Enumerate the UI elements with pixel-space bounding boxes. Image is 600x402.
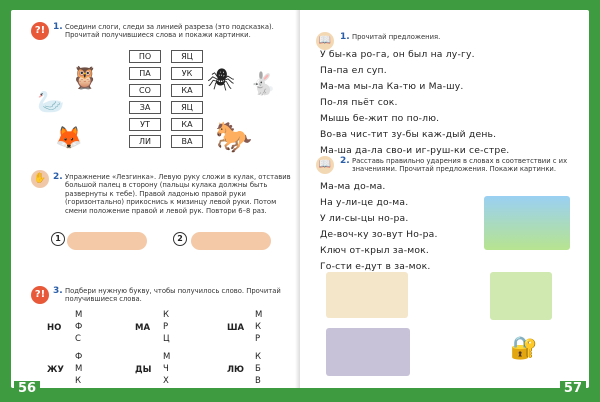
- owl-icon: 🦉: [71, 66, 99, 91]
- reading-line: Ма-ма мы-ла Ка-тю и Ма-шу.: [320, 81, 464, 92]
- syllable: ЯЦ: [171, 101, 203, 114]
- letter-option: К: [255, 352, 262, 362]
- reading-line: На у-ли-це до-ма.: [320, 197, 409, 208]
- syllable: КА: [171, 118, 203, 131]
- spider-icon: 🕷: [207, 68, 235, 93]
- syllables-left: [129, 50, 161, 148]
- letter-option: Ф: [75, 322, 83, 332]
- letter-option: Р: [255, 334, 261, 344]
- reading-line: Ма-ша да-ла сво-и иг-руш-ки се-стре.: [320, 145, 510, 156]
- step-number: 2: [173, 232, 187, 246]
- letter-option: Ц: [163, 334, 170, 344]
- rabbit-icon: 🐇: [249, 72, 277, 97]
- syllable: КА: [171, 84, 203, 97]
- exercise-number: 2.: [340, 156, 350, 166]
- reading-line: Ключ от-крыл за-мок.: [320, 245, 430, 256]
- page-number-right: 57: [560, 381, 586, 396]
- letter-option: М: [75, 310, 83, 320]
- reading-line: У бы-ка ро-га, он был на лу-гу.: [320, 49, 475, 60]
- syllable: ВА: [171, 135, 203, 148]
- reading-line: Мышь бе-жит по по-лю.: [320, 113, 440, 124]
- girl-picture: [424, 272, 482, 362]
- word-root: ЛЮ: [227, 365, 245, 375]
- exercise-text: Подбери нужную букву, чтобы получилось слово. Прочитай получившиеся слова.: [65, 287, 281, 304]
- letter-option: В: [255, 376, 261, 386]
- exercise-number: 1.: [53, 22, 63, 32]
- mouse-picture: [490, 272, 552, 320]
- letter-option: М: [75, 364, 83, 374]
- page-number-left: 56: [14, 381, 40, 396]
- kids-playing-picture: [326, 272, 408, 318]
- syllable: ПО: [129, 50, 161, 63]
- right-page: [300, 10, 589, 388]
- step-number: 1: [51, 232, 65, 246]
- exercise-text: Расставь правильно ударения в словах в соответствии с их значениями. Прочитай предложения. Покажи картинки.: [352, 157, 568, 174]
- exercise-icon-1: ?!: [31, 22, 49, 40]
- word-root: МА: [135, 323, 151, 333]
- letter-option: К: [75, 376, 82, 386]
- letter-option: М: [163, 352, 171, 362]
- reading-line: Го-сти е-дут в за-мок.: [320, 261, 431, 272]
- word-root: НО: [47, 323, 62, 333]
- syllable: ЯЦ: [171, 50, 203, 63]
- syllable: УТ: [129, 118, 161, 131]
- word-root: ДЫ: [135, 365, 152, 375]
- exercise-icon-3: ?!: [31, 286, 49, 304]
- reading-line: Во-ва чис-тит зу-бы каж-дый день.: [320, 129, 497, 140]
- letter-option: Х: [163, 376, 169, 386]
- reading-line: Ма-ма до-ма.: [320, 181, 386, 192]
- left-page: [11, 10, 300, 388]
- word-root: ЖУ: [47, 365, 64, 375]
- exercise-number: 2.: [53, 172, 63, 182]
- exercise-text: Упражнение «Лезгинка». Левую руку сложи в кулак, отставив большой палец в сторону (пальцы кулака должны быть развернуты к тебе). Правой ладонью правой руки (горизонтально) прикоснись к мизинцу левой руки. Потом смени положение правой и левой рук. Повтори 6–8 раз.: [65, 173, 291, 215]
- street-picture: [326, 328, 410, 376]
- syllables-right: [171, 50, 203, 148]
- letter-option: К: [163, 310, 170, 320]
- exercise-text: Соедини слоги, следи за линией разреза (это подсказка). Прочитай получившиеся слова и покажи картинки.: [65, 23, 274, 40]
- word-root: ША: [227, 323, 245, 333]
- syllable: ЗА: [129, 101, 161, 114]
- key-lock-icon: 🔐: [510, 336, 538, 361]
- horse-icon: 🐎: [215, 120, 253, 155]
- fox-icon: 🦊: [55, 126, 83, 151]
- exercise-number: 1.: [340, 32, 350, 42]
- letter-option: М: [255, 310, 263, 320]
- reading-line: По-ля пьёт сок.: [320, 97, 398, 108]
- letter-option: Р: [163, 322, 169, 332]
- book-icon: 📖: [316, 156, 334, 174]
- syllable: СО: [129, 84, 161, 97]
- syllable: ПА: [129, 67, 161, 80]
- exercise-number: 3.: [53, 286, 63, 296]
- syllable: УК: [171, 67, 203, 80]
- syllable: ЛИ: [129, 135, 161, 148]
- hands-illustration-1: [67, 232, 147, 250]
- exercise-text: Прочитай предложения.: [352, 33, 441, 41]
- letter-option: Б: [255, 364, 261, 374]
- castle-picture: [484, 196, 570, 250]
- reading-line: Де-воч-ку зо-вут Но-ра.: [320, 229, 438, 240]
- goose-icon: 🦢: [37, 90, 65, 115]
- hand-exercise-icon: ✋: [31, 170, 49, 188]
- reading-line: Па-па ел суп.: [320, 65, 387, 76]
- reading-line: У ли-сы-цы но-ра.: [320, 213, 409, 224]
- letter-option: Ф: [75, 352, 83, 362]
- book-icon: 📖: [316, 32, 334, 50]
- letter-option: Ч: [163, 364, 169, 374]
- letter-option: К: [255, 322, 262, 332]
- hands-illustration-2: [191, 232, 271, 250]
- letter-option: С: [75, 334, 81, 344]
